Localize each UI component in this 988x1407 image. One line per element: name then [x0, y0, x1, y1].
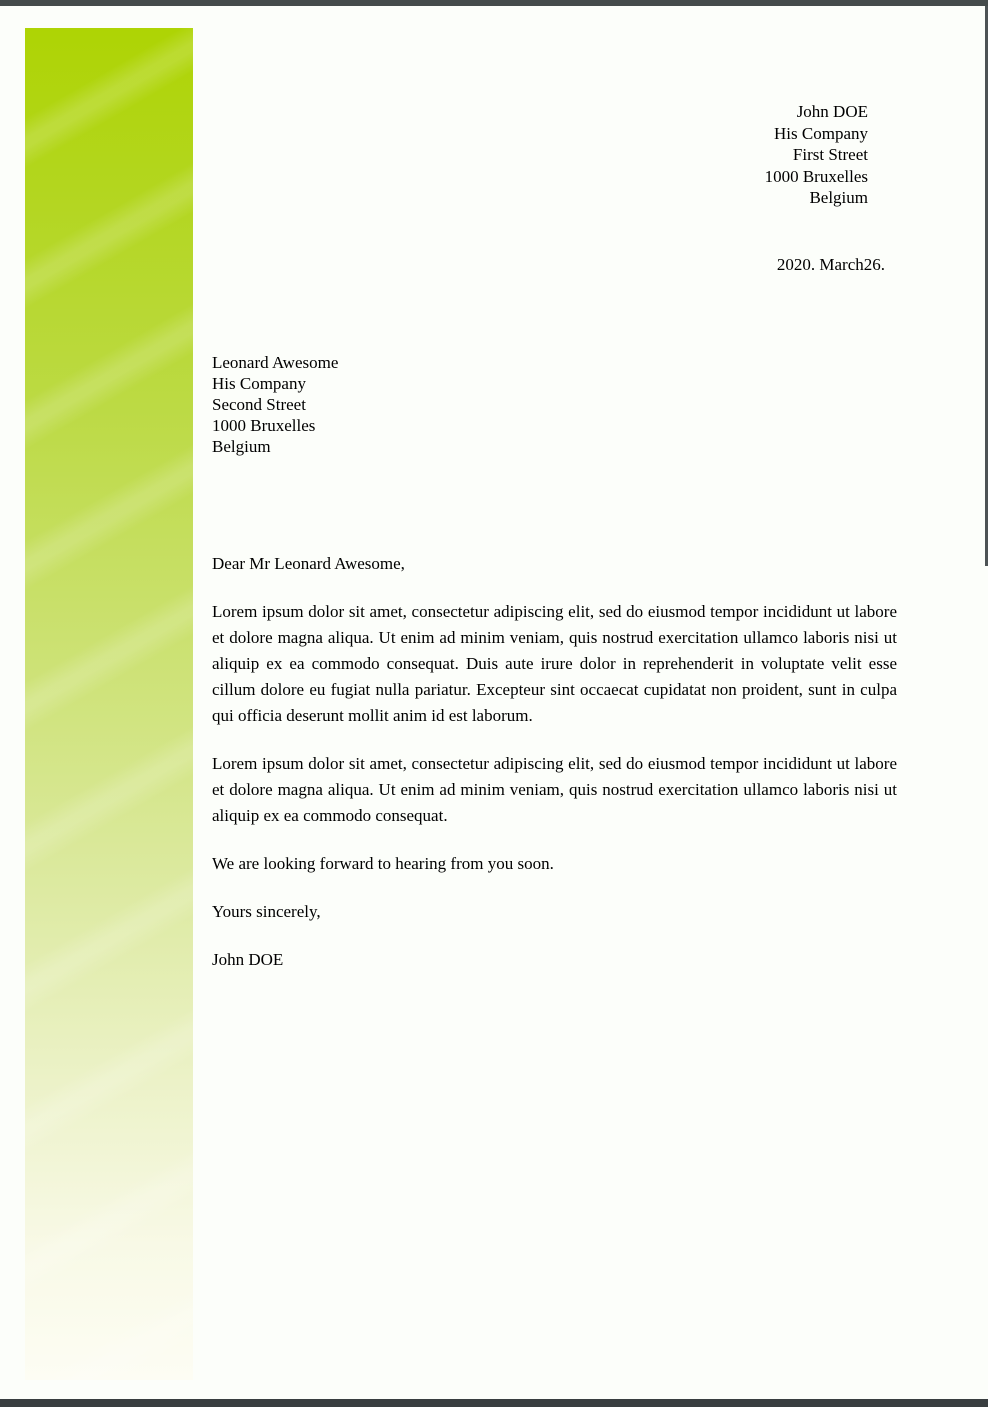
body-paragraph-2: Lorem ipsum dolor sit amet, consectetur adipiscing elit, sed do eiusmod tempor incididunt ut labore et dolore magna aliqua. Ut enim ad minim veniam, quis nostrud exercitation ullamco laboris nisi ut aliquip ex ea commodo consequat.	[212, 754, 897, 825]
recipient-company: His Company	[212, 374, 306, 393]
salutation: Dear Mr Leonard Awesome,	[212, 554, 405, 573]
signature: John DOE	[212, 950, 284, 969]
window-bottom-edge	[0, 1399, 988, 1407]
accent-gradient-sidebar	[25, 28, 193, 1380]
sender-address-block	[765, 101, 868, 209]
sender-street: First Street	[792, 145, 868, 164]
recipient-name: Leonard Awesome	[212, 353, 339, 372]
sender-country: Belgium	[809, 188, 868, 207]
window-top-edge	[0, 0, 988, 6]
sender-city: 1000 Bruxelles	[764, 166, 868, 186]
closing-line: We are looking forward to hearing from you soon.	[212, 854, 554, 873]
recipient-address-block	[212, 352, 338, 457]
recipient-city: 1000 Bruxelles	[212, 416, 316, 435]
letter-body	[212, 551, 897, 973]
valediction: Yours sincerely,	[212, 902, 321, 921]
letter-date: 2020. March26.	[776, 255, 885, 274]
recipient-street: Second Street	[212, 395, 306, 414]
sender-company: His Company	[774, 123, 868, 143]
sender-name: John DOE	[796, 102, 868, 121]
recipient-country: Belgium	[212, 437, 271, 456]
body-paragraph-1: Lorem ipsum dolor sit amet, consectetur adipiscing elit, sed do eiusmod tempor incididunt ut labore et dolore magna aliqua. Ut enim ad minim veniam, quis nostrud exercitation ullamco laboris nisi ut aliquip ex ea commodo consequat. Duis aute irure dolor in reprehenderit in voluptate velit esse cillum dolore eu fugiat nulla pariatur. Excepteur sint occaecat cupidatat non proident, sunt in culpa qui officia deserunt mollit anim id est laborum.	[212, 602, 897, 725]
